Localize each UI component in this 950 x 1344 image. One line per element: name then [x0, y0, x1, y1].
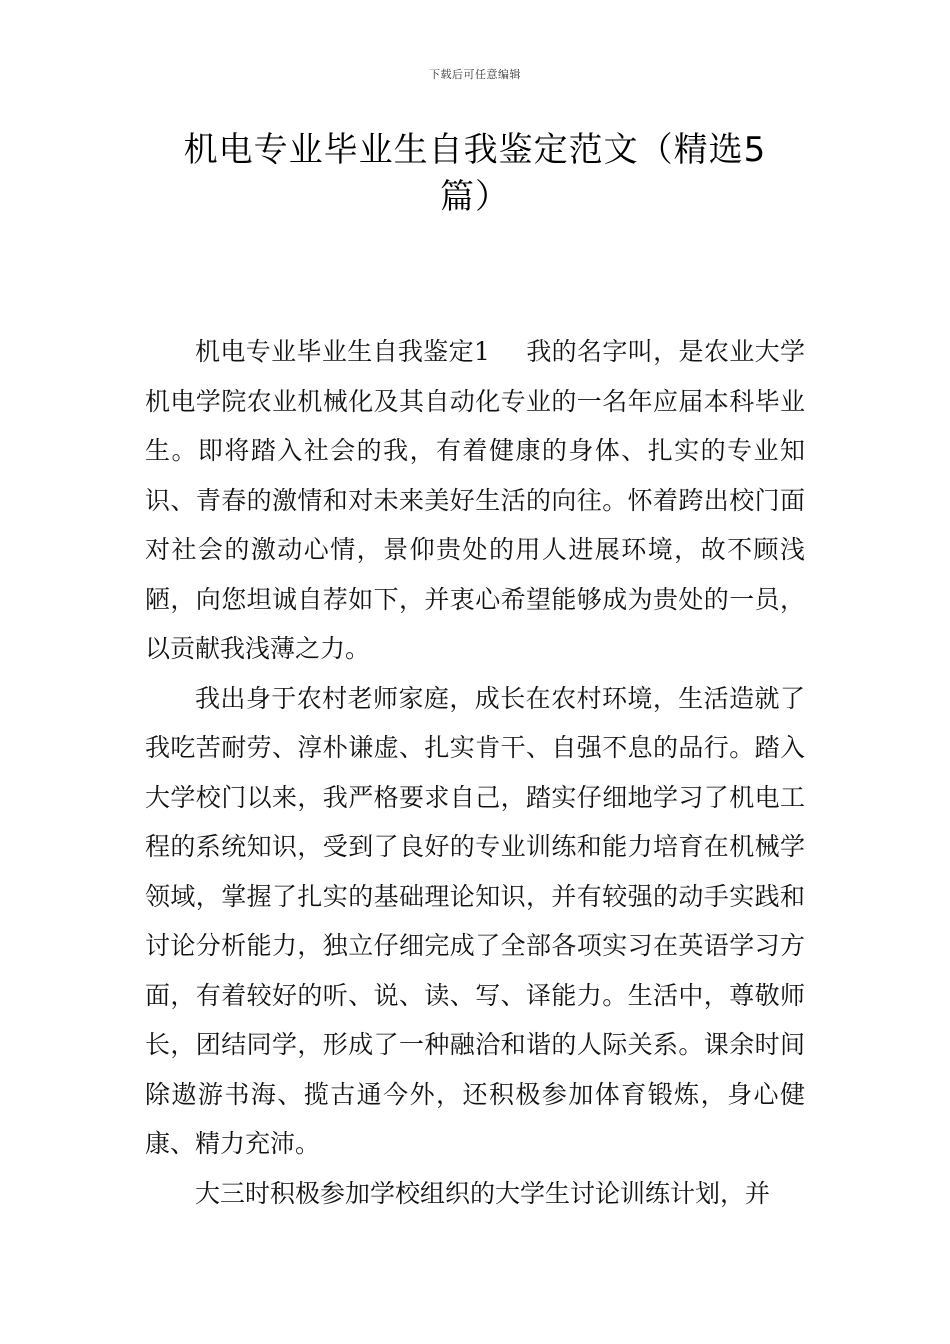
paragraph-2: 我出身于农村老师家庭，成长在农村环境，生活造就了我吃苦耐劳、淳朴谦虚、扎实肯干、自强不息的品行。踏入大学校门以来，我严格要求自己，踏实仔细地学习了机电工程的系统知识，受到了良好的专业训练和能力培育在机械学领域，掌握了扎实的基础理论知识，并有较强的动手实践和讨论分析能力，独立仔细完成了全部各项实习在英语学习方面，有着较好的听、说、读、写、译能力。生活中，尊敬师长，团结同学，形成了一种融洽和谐的人际关系。课余时间除遨游书海、揽古通今外，还积极参加体育锻炼，身心健康、精力充沛。	[145, 683, 805, 1158]
paragraph-1	[145, 327, 805, 674]
paragraph-1-text: 我的名字叫，是农业大学机电学院农业机械化及其自动化专业的一名年应届本科毕业生。即将踏入社会的我，有着健康的身体、扎实的专业知识、青春的激情和对未来美好生活的向往。怀着跨出校门面对社会的激动心情，景仰贵处的用人进展环境，故不顾浅陋，向您坦诚自荐如下，并衷心希望能够成为贵处的一员，以贡献我浅薄之力。	[145, 337, 805, 663]
header-note: 下载后可任意编辑	[429, 68, 521, 81]
section-heading: 机电专业毕业生自我鉴定1	[195, 337, 490, 366]
paragraph-3: 大三时积极参加学校组织的大学生讨论训练计划，并	[195, 1178, 771, 1208]
document-body	[145, 327, 805, 1218]
document-title: 机电专业毕业生自我鉴定范文（精选5篇）	[183, 130, 767, 217]
